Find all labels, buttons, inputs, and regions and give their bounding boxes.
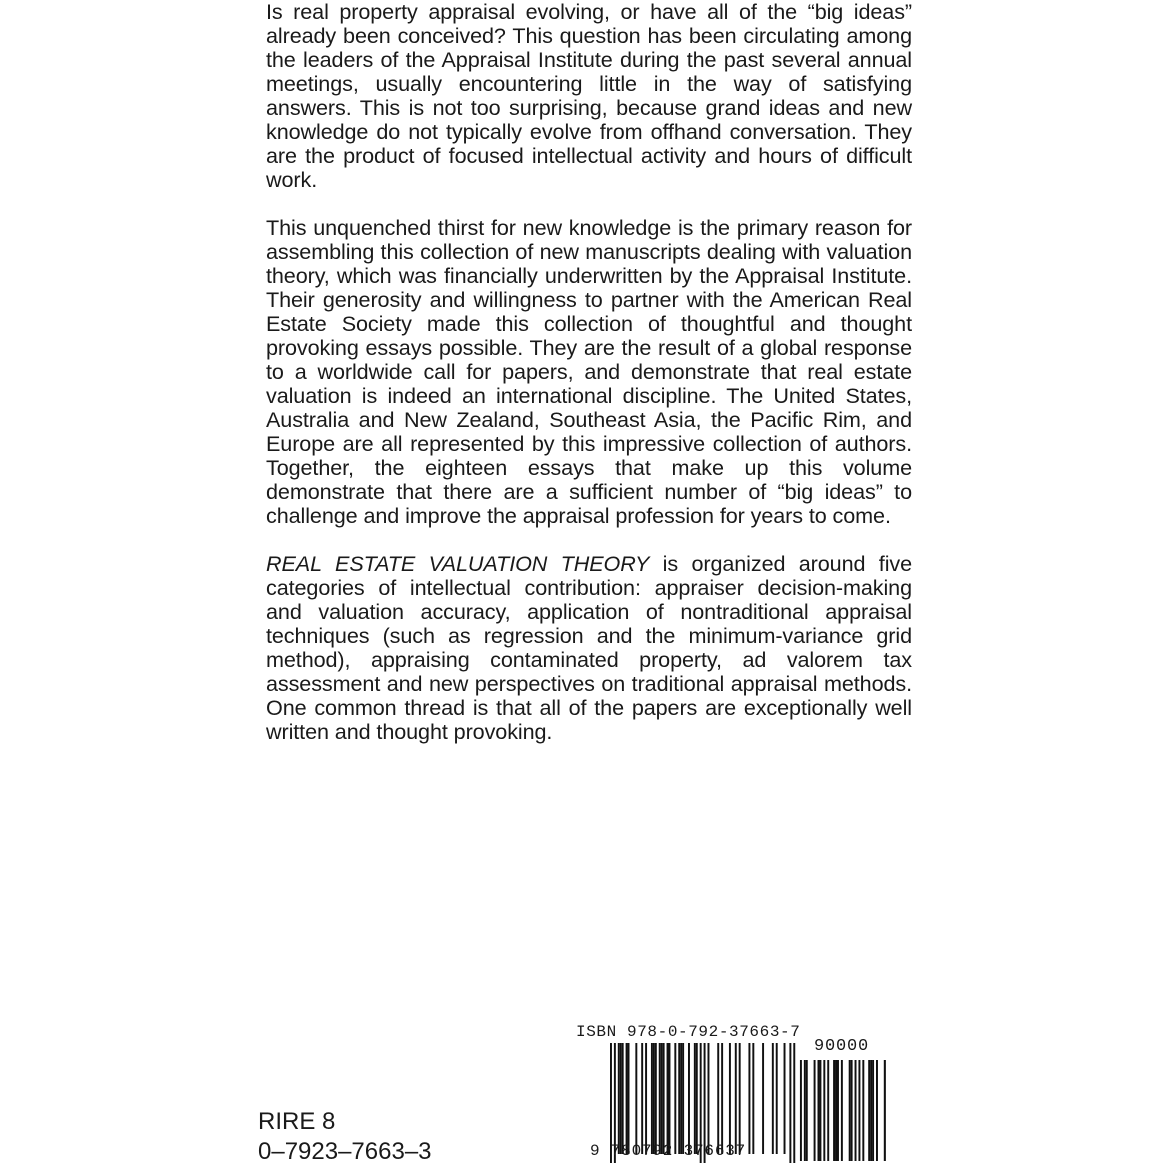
barcode-bar (669, 1043, 671, 1154)
barcode-bar (667, 1043, 669, 1154)
ean-digits: 9 780792 376637 (590, 1142, 747, 1160)
barcode-guard-bar (793, 1043, 795, 1163)
addon-bar (835, 1060, 837, 1161)
barcode-bar (635, 1043, 637, 1154)
barcode-bar (678, 1043, 680, 1154)
addon-bar (855, 1060, 857, 1161)
series-code: RIRE 8 (258, 1108, 336, 1135)
blurb-paragraph-3-body: is organized around five categories of intellectual contribution: appraiser decision-making and valuation accuracy, application of nontraditional appraisal techniques (such as regression and the minimum-variance grid method), appraising contaminated property, ad valorem tax assessment and new perspectives on traditional appraisal methods. One common thread is that all of the papers are exceptionally well written and thought provoking. (266, 551, 913, 744)
blurb-paragraph-3 (266, 552, 912, 744)
barcode-guard-bar (789, 1043, 791, 1163)
barcode-bar (651, 1043, 653, 1154)
barcode-bar (772, 1043, 774, 1154)
addon-bar (827, 1060, 829, 1161)
addon-bar (872, 1060, 874, 1161)
barcode-bar (641, 1043, 643, 1154)
barcode-bar (628, 1043, 630, 1154)
barcode-bar (717, 1043, 719, 1154)
barcode-bar (776, 1043, 778, 1154)
barcode-bar (739, 1043, 741, 1154)
addon-bar (851, 1060, 853, 1161)
addon-bar (800, 1060, 802, 1161)
barcode-bar (748, 1043, 750, 1154)
barcode-bar (680, 1043, 682, 1154)
barcode-bar (752, 1043, 754, 1154)
barcode-bar (708, 1043, 710, 1154)
barcode-bar (696, 1043, 698, 1154)
book-title-reference: REAL ESTATE VALUATION THEORY (266, 551, 650, 576)
barcode-bar (663, 1043, 665, 1154)
addon-bar (858, 1060, 860, 1161)
barcode-bar (626, 1043, 628, 1154)
addon-bar (806, 1060, 808, 1161)
barcode-bar (655, 1043, 657, 1154)
barcode-bar (661, 1043, 663, 1154)
barcode-bar (618, 1043, 620, 1154)
barcode-bar (645, 1043, 647, 1154)
addon-bar (837, 1060, 839, 1161)
addon-bar (868, 1060, 870, 1161)
barcode-bar (682, 1043, 684, 1154)
addon-bar (841, 1060, 843, 1161)
addon-bar (819, 1060, 821, 1161)
addon-bar (849, 1060, 851, 1161)
blurb-paragraph-2: This unquenched thirst for new knowledge is the primary reason for assembling this collection of new manuscripts dealing with valuation theory, which was financially underwritten by the Appraisal Institute. Their generosity and willingness to partner with the American Real Estate Society made this collection of thoughtful and thought provoking essays possible. They are the result of a global response to a worldwide call for papers, and demonstrate that real estate valuation is indeed an international discipline. The United States, Australia and New Zealand, Southeast Asia, the Pacific Rim, and Europe are all represented by this impressive collection of authors. Together, the eighteen essays that make up this volume demonstrate that there are a sufficient number of “big ideas” to challenge and improve the appraisal profession for years to come. (266, 215, 912, 528)
isbn-number: 0–7923–7663–3 (258, 1138, 432, 1165)
barcode-bar (620, 1043, 622, 1154)
barcode-bar (762, 1043, 764, 1154)
barcode-bar (735, 1043, 737, 1154)
barcode-bar (694, 1043, 696, 1154)
addon-bar (876, 1060, 878, 1161)
addon-bar (804, 1060, 806, 1161)
barcode-bar (622, 1043, 624, 1154)
barcode-bar (688, 1043, 690, 1154)
barcode-bar (729, 1043, 731, 1154)
addon-bar (823, 1060, 825, 1161)
barcode-bar (721, 1043, 723, 1154)
addon-bar (870, 1060, 872, 1161)
addon-bar (884, 1060, 886, 1161)
isbn-label: ISBN 978-0-792-37663-7 (576, 1023, 801, 1041)
addon-bar (814, 1060, 816, 1161)
addon-bar (833, 1060, 835, 1161)
barcode-bar (784, 1043, 786, 1154)
barcode-bar (674, 1043, 676, 1154)
blurb-text (266, 0, 912, 744)
blurb-paragraph-1: Is real property appraisal evolving, or have all of the “big ideas” already been conceived? This question has been circulating among the leaders of the Appraisal Institute during the past several annual meetings, usually encountering little in the way of satisfying answers. This is not too surprising, because grand ideas and new knowledge do not typically evolve from offhand conversation. They are the product of focused intellectual activity and hours of difficult work. (266, 0, 912, 192)
addon-bar (862, 1060, 864, 1161)
barcode-bar (653, 1043, 655, 1154)
barcode-bar (659, 1043, 661, 1154)
addon-bar (818, 1060, 820, 1161)
price-code: 90000 (814, 1037, 870, 1056)
